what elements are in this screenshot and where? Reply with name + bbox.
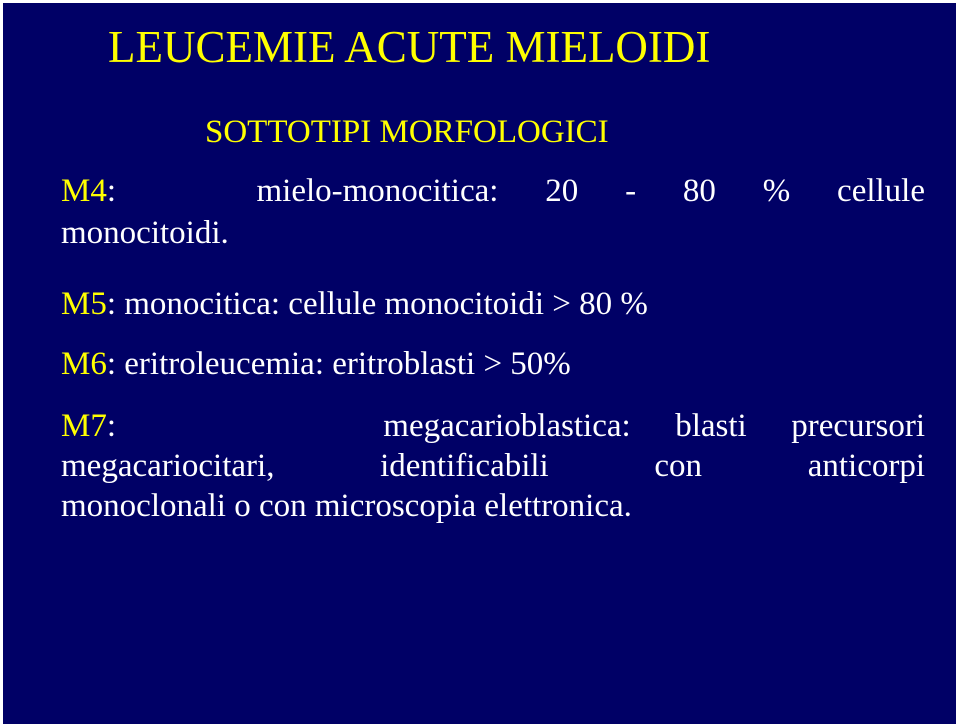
item-m5-line-1: M5: monocitica: cellule monocitoidi > 80 % <box>61 286 648 322</box>
item-m7-text-2: megacariocitari, identificabili con anticorpi <box>61 448 925 484</box>
slide-title: LEUCEMIE ACUTE MIELOIDI <box>108 22 711 72</box>
item-m4-code: M4 <box>61 173 107 209</box>
item-m7-text-3: monoclonali o con microscopia elettronica. <box>61 488 632 524</box>
item-m6-text-1: eritroleucemia: eritroblasti > 50% <box>124 346 571 382</box>
item-m7-code: M7 <box>61 408 107 444</box>
item-m7-text-1: megacarioblastica: blasti precursori <box>383 408 926 444</box>
item-m6-code: M6 <box>61 346 107 382</box>
item-m5-code: M5 <box>61 286 107 322</box>
item-m4-line-1: M4: mielo-monocitica: 20 - 80 % cellule <box>61 173 925 209</box>
item-m5-text-1: monocitica: cellule monocitoidi > 80 % <box>124 286 648 322</box>
item-m4 <box>61 170 925 254</box>
item-m4-text-1: mielo-monocitica: 20 - 80 % cellule <box>256 173 925 209</box>
item-m6-line-1: M6: eritroleucemia: eritroblasti > 50% <box>61 346 571 382</box>
slide <box>3 3 956 724</box>
item-m6 <box>61 343 925 385</box>
item-m7 <box>61 406 925 526</box>
item-m4-text-2: monocitoidi. <box>61 215 229 251</box>
item-m7-line-1: M7: megacarioblastica: blasti precursori <box>61 408 926 444</box>
slide-subtitle: SOTTOTIPI MORFOLOGICI <box>205 114 609 150</box>
item-m5 <box>61 283 925 325</box>
